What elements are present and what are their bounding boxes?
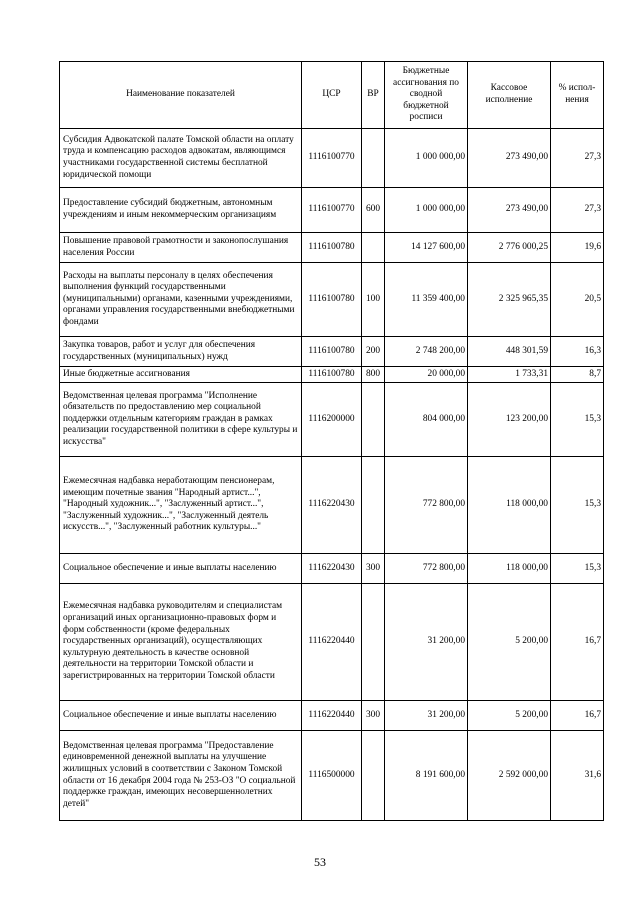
row-vr xyxy=(362,233,385,263)
row-csr: 1116500000 xyxy=(302,731,362,821)
header-vr: ВР xyxy=(362,62,385,129)
row-csr: 1116200000 xyxy=(302,383,362,457)
row-allocation: 8 191 600,00 xyxy=(385,731,468,821)
row-cash: 273 490,00 xyxy=(468,188,551,233)
budget-execution-table xyxy=(59,61,604,821)
row-allocation: 804 000,00 xyxy=(385,383,468,457)
row-percent: 15,3 xyxy=(551,554,604,584)
page-number: 53 xyxy=(314,855,326,869)
row-percent: 27,3 xyxy=(551,129,604,188)
row-allocation: 2 748 200,00 xyxy=(385,337,468,367)
row-cash: 118 000,00 xyxy=(468,457,551,554)
row-name: Иные бюджетные ассигнования xyxy=(60,367,302,383)
row-percent: 31,6 xyxy=(551,731,604,821)
row-allocation: 31 200,00 xyxy=(385,584,468,701)
row-allocation: 11 359 400,00 xyxy=(385,263,468,337)
row-allocation: 31 200,00 xyxy=(385,701,468,731)
header-allocations: Бюджетные ассигнования по сводной бюджетной росписи xyxy=(385,62,468,129)
row-vr: 200 xyxy=(362,337,385,367)
table-row xyxy=(60,188,604,233)
row-cash: 448 301,59 xyxy=(468,337,551,367)
row-csr: 1116220440 xyxy=(302,584,362,701)
table-row xyxy=(60,584,604,701)
row-cash: 1 733,31 xyxy=(468,367,551,383)
row-name: Социальное обеспечение и иные выплаты населению xyxy=(60,554,302,584)
row-name: Закупка товаров, работ и услуг для обеспечения государственных (муниципальных) нужд xyxy=(60,337,302,367)
row-csr: 1116100780 xyxy=(302,263,362,337)
table-row xyxy=(60,731,604,821)
header-percent: % испол-нения xyxy=(551,62,604,129)
row-name: Предоставление субсидий бюджетным, автономным учреждениям и иным некоммерческим организациям xyxy=(60,188,302,233)
row-vr: 300 xyxy=(362,554,385,584)
row-name: Социальное обеспечение и иные выплаты населению xyxy=(60,701,302,731)
row-csr: 1116220440 xyxy=(302,701,362,731)
header-cash: Кассовое исполнение xyxy=(468,62,551,129)
row-name: Повышение правовой грамотности и законопослушания населения России xyxy=(60,233,302,263)
row-name: Ежемесячная надбавка руководителям и специалистам организаций иных организационно-правовых форм и форм собственности (кроме федеральных государственных организаций), осуществляющих культурную деятельность в качестве основной деятельности на территории Томской области и зарегистрированных на территории Томской области xyxy=(60,584,302,701)
row-name: Расходы на выплаты персоналу в целях обеспечения выполнения функций государственными (муниципальными) органами, казенными учреждениями, органами управления государственными внебюджетными фондами xyxy=(60,263,302,337)
row-csr: 1116220430 xyxy=(302,457,362,554)
row-percent: 15,3 xyxy=(551,457,604,554)
table-row xyxy=(60,554,604,584)
row-cash: 123 200,00 xyxy=(468,383,551,457)
row-allocation: 1 000 000,00 xyxy=(385,129,468,188)
table-row xyxy=(60,367,604,383)
row-name: Ежемесячная надбавка неработающим пенсионерам, имеющим почетные звания "Народный артист...", "Народный художник...", "Заслуженный артист...", "Заслуженный художник...", "Заслуженный деятель искусств...", "Заслуженный работник культуры..." xyxy=(60,457,302,554)
table-row xyxy=(60,129,604,188)
row-allocation: 772 800,00 xyxy=(385,554,468,584)
row-name: Ведомственная целевая программа "Исполнение обязательств по предоставлению мер социальной поддержки отдельным категориям граждан в рамках реализации государственной политики в сфере культуры и искусства" xyxy=(60,383,302,457)
row-allocation: 1 000 000,00 xyxy=(385,188,468,233)
row-csr: 1116100780 xyxy=(302,367,362,383)
row-cash: 2 776 000,25 xyxy=(468,233,551,263)
table-header-row xyxy=(60,62,604,129)
row-vr xyxy=(362,457,385,554)
row-name: Ведомственная целевая программа "Предоставление единовременной денежной выплаты на улучшение жилищных условий в соответствии с Законом Томской области от 16 декабря 2004 года № 253-ОЗ "О социальной поддержке граждан, имеющих несовершеннолетних детей" xyxy=(60,731,302,821)
row-percent: 8,7 xyxy=(551,367,604,383)
table-row xyxy=(60,233,604,263)
row-allocation: 14 127 600,00 xyxy=(385,233,468,263)
table-row xyxy=(60,337,604,367)
row-vr: 600 xyxy=(362,188,385,233)
row-cash: 5 200,00 xyxy=(468,584,551,701)
row-vr: 800 xyxy=(362,367,385,383)
row-csr: 1116100770 xyxy=(302,129,362,188)
row-cash: 2 592 000,00 xyxy=(468,731,551,821)
row-vr: 300 xyxy=(362,701,385,731)
header-name: Наименование показателей xyxy=(60,62,302,129)
row-percent: 16,7 xyxy=(551,584,604,701)
row-vr xyxy=(362,731,385,821)
row-cash: 118 000,00 xyxy=(468,554,551,584)
row-csr: 1116220430 xyxy=(302,554,362,584)
row-cash: 5 200,00 xyxy=(468,701,551,731)
row-percent: 16,3 xyxy=(551,337,604,367)
row-vr xyxy=(362,129,385,188)
row-percent: 20,5 xyxy=(551,263,604,337)
table-row xyxy=(60,383,604,457)
row-vr xyxy=(362,584,385,701)
table-row xyxy=(60,457,604,554)
row-vr xyxy=(362,383,385,457)
row-csr: 1116100780 xyxy=(302,233,362,263)
table-row xyxy=(60,263,604,337)
row-csr: 1116100780 xyxy=(302,337,362,367)
row-cash: 273 490,00 xyxy=(468,129,551,188)
row-cash: 2 325 965,35 xyxy=(468,263,551,337)
row-name: Субсидия Адвокатской палате Томской области на оплату труда и компенсацию расходов адвокатам, являющимся участниками государственной системы бесплатной юридической помощи xyxy=(60,129,302,188)
row-percent: 15,3 xyxy=(551,383,604,457)
table-row xyxy=(60,701,604,731)
row-percent: 27,3 xyxy=(551,188,604,233)
row-allocation: 772 800,00 xyxy=(385,457,468,554)
row-percent: 16,7 xyxy=(551,701,604,731)
row-allocation: 20 000,00 xyxy=(385,367,468,383)
header-csr: ЦСР xyxy=(302,62,362,129)
row-percent: 19,6 xyxy=(551,233,604,263)
row-csr: 1116100770 xyxy=(302,188,362,233)
row-vr: 100 xyxy=(362,263,385,337)
